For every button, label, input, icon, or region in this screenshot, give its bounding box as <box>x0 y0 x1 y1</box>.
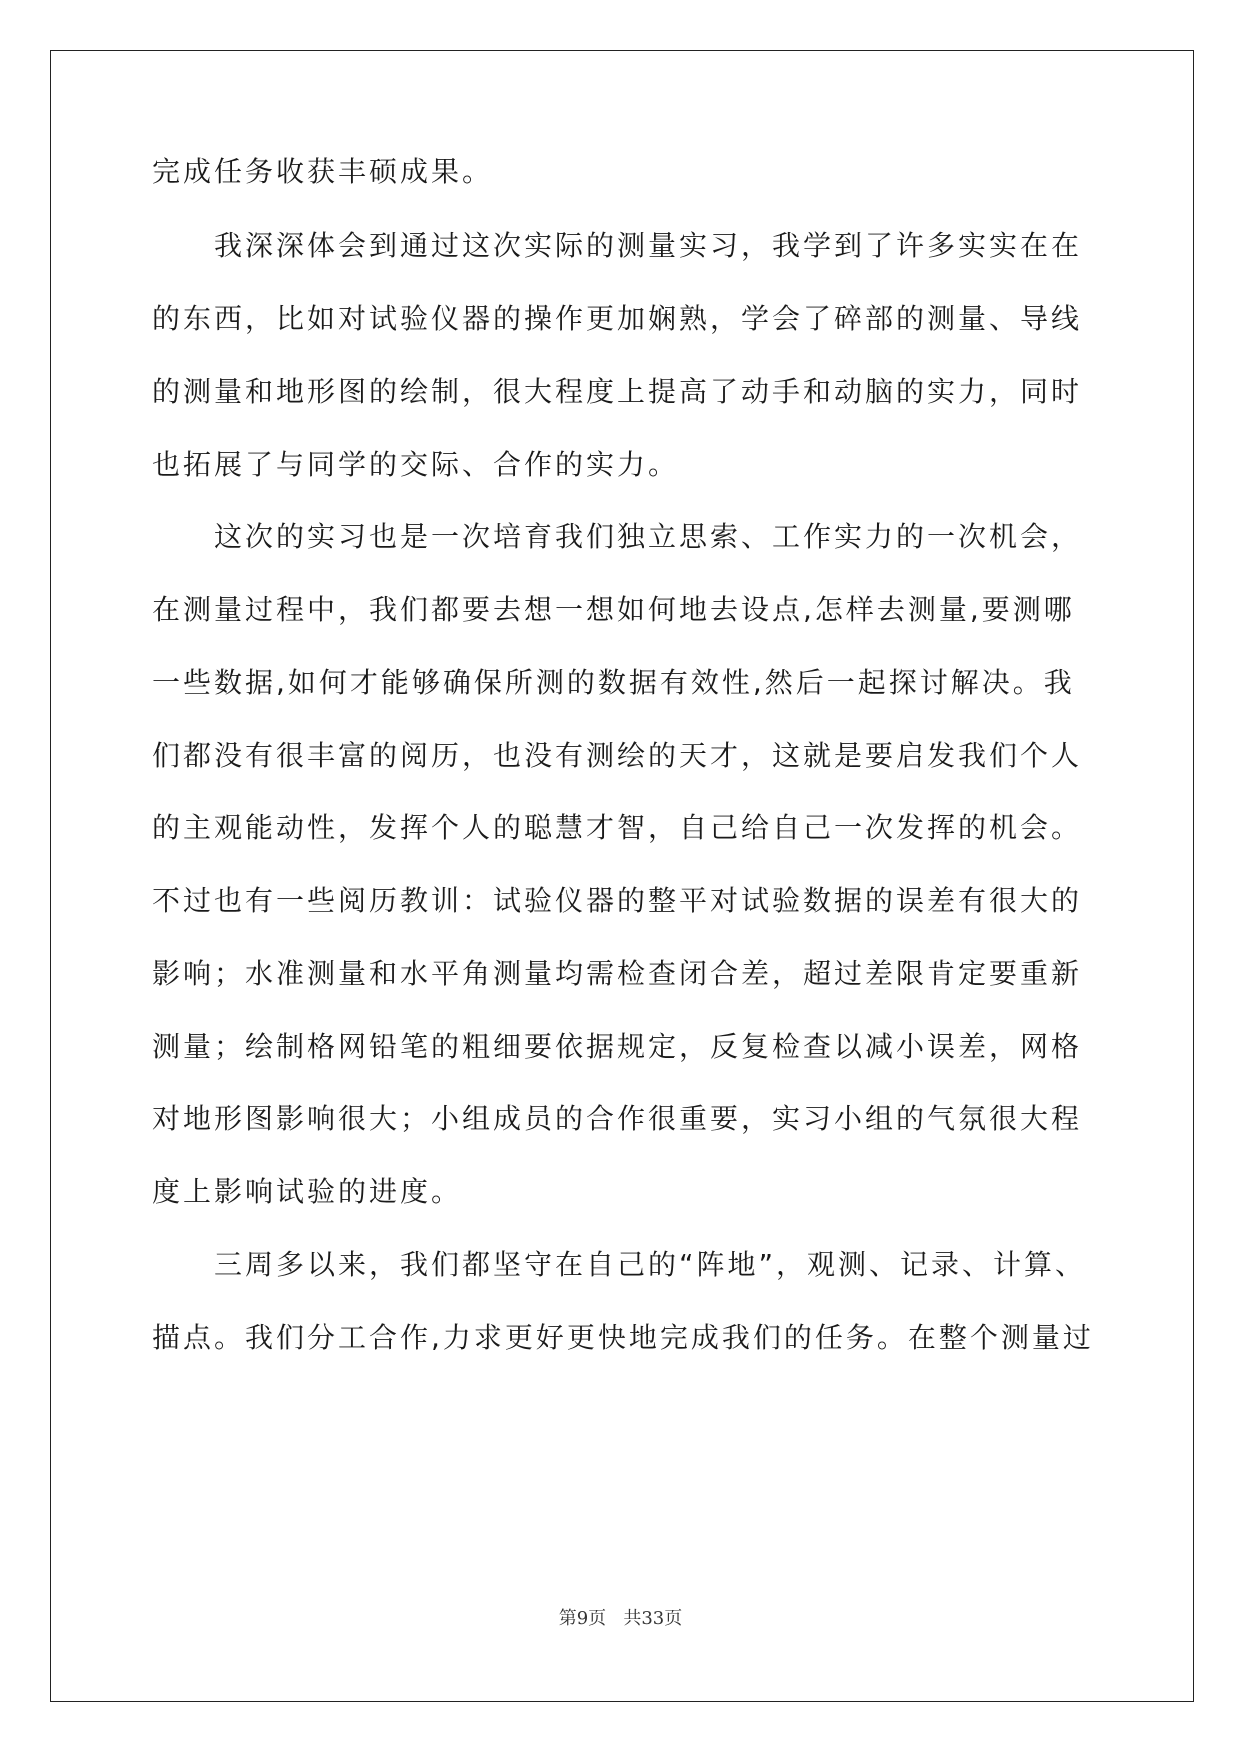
text-line: 在测量过程中，我们都要去想一想如何地去设点,怎样去测量,要测哪 <box>152 593 1075 626</box>
paragraph-first-line: 我深深体会到通过这次实际的测量实习，我学到了许多实实在在 <box>214 229 1083 262</box>
page-number-text: 第9页 共33页 <box>558 1608 683 1629</box>
text-line: 们都没有很丰富的阅历，也没有测绘的天才，这就是要启发我们个人 <box>152 739 1083 772</box>
text-line: 描点。我们分工合作,力求更好更快地完成我们的任务。在整个测量过 <box>152 1321 1094 1354</box>
text-line: 度上影响试验的进度。 <box>152 1175 463 1208</box>
paragraph-first-line: 三周多以来，我们都坚守在自己的“阵地”，观测、记录、计算、 <box>214 1248 1087 1281</box>
text-line: 一些数据,如何才能够确保所测的数据有效性,然后一起探讨解决。我 <box>152 666 1075 699</box>
text-line: 测量；绘制格网铅笔的粗细要依据规定，反复检查以减小误差，网格 <box>152 1030 1083 1063</box>
text-line: 对地形图影响很大；小组成员的合作很重要，实习小组的气氛很大程 <box>152 1102 1083 1135</box>
text-line: 也拓展了与同学的交际、合作的实力。 <box>152 448 680 481</box>
text-line: 的东西，比如对试验仪器的操作更加娴熟，学会了碎部的测量、导线 <box>152 302 1083 335</box>
text-line: 完成任务收获丰硕成果。 <box>152 155 494 188</box>
paragraph-first-line: 这次的实习也是一次培育我们独立思索、工作实力的一次机会， <box>214 520 1083 553</box>
text-line: 不过也有一些阅历教训：试验仪器的整平对试验数据的误差有很大的 <box>152 884 1083 917</box>
page-border <box>50 50 1194 1702</box>
text-line: 影响；水准测量和水平角测量均需检查闭合差，超过差限肯定要重新 <box>152 957 1083 990</box>
text-line: 的测量和地形图的绘制，很大程度上提高了动手和动脑的实力，同时 <box>152 375 1083 408</box>
page-number-footer <box>0 1604 1241 1630</box>
text-line: 的主观能动性，发挥个人的聪慧才智，自己给自己一次发挥的机会。 <box>152 811 1083 844</box>
